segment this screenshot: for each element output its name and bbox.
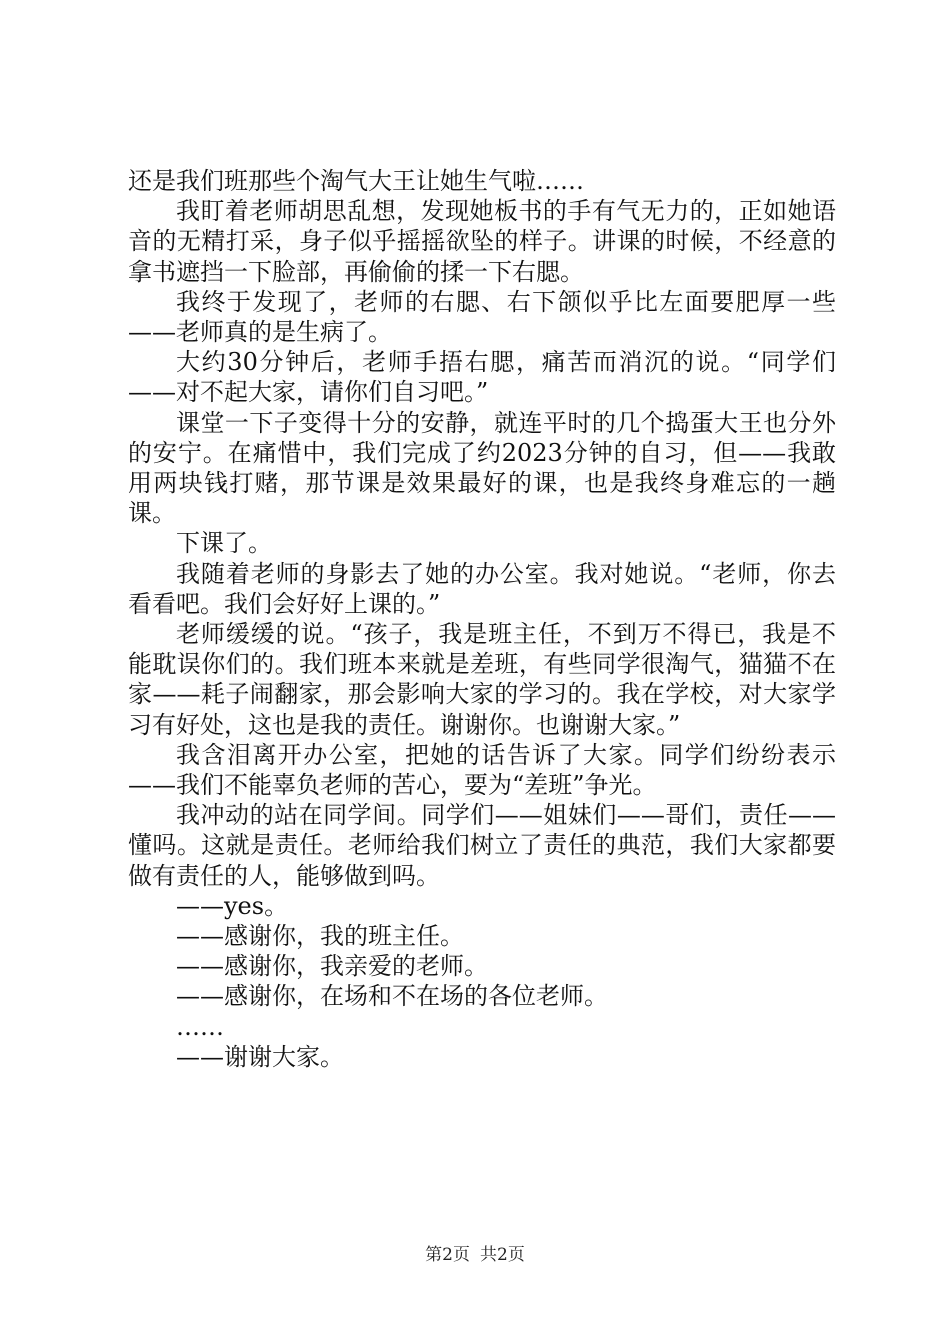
dialogue-line: ——谢谢大家。 xyxy=(176,1042,344,1071)
paragraph: 我冲动的站在同学间。同学们——姐妹们——哥们，责任——懂吗。这就是责任。老师给我们树立了责任的典范，我们大家都要做有责任的人，能够做到吗。 xyxy=(128,801,836,890)
document-body xyxy=(128,166,836,1072)
ellipsis-line: …… xyxy=(176,1012,224,1041)
paragraph: 下课了。 xyxy=(176,529,272,558)
paragraph: 大约30分钟后，老师手捂右腮，痛苦而消沉的说。“同学们——对不起大家，请你们自习吧。” xyxy=(128,348,836,407)
paragraph: 还是我们班那些个淘气大王让她生气啦…… xyxy=(128,167,584,195)
page-total: 共2页 xyxy=(480,1245,525,1265)
page-number: 第2页 xyxy=(425,1245,470,1265)
dialogue-line: ——yes。 xyxy=(176,891,289,920)
paragraph: 我盯着老师胡思乱想，发现她板书的手有气无力的，正如她语音的无精打采，身子似乎摇摇欲坠的样子。讲课的时候，不经意的拿书遮挡一下脸部，再偷偷的揉一下右腮。 xyxy=(128,197,836,286)
dialogue-line: ——感谢你，在场和不在场的各位老师。 xyxy=(176,982,608,1011)
paragraph: 我终于发现了，老师的右腮、右下颌似乎比左面要肥厚一些——老师真的是生病了。 xyxy=(128,287,836,347)
paragraph: 我随着老师的身影去了她的办公室。我对她说。“老师，你去看看吧。我们会好好上课的。” xyxy=(128,559,836,618)
paragraph: 课堂一下子变得十分的安静，就连平时的几个捣蛋大王也分外的安宁。在痛惜中，我们完成了约2023分钟的自习，但——我敢用两块钱打赌，那节课是效果最好的课，也是我终身难忘的一趟课。 xyxy=(128,408,836,528)
dialogue-line: ——感谢你，我的班主任。 xyxy=(176,922,464,951)
page-footer xyxy=(0,1244,950,1266)
paragraph: 我含泪离开办公室，把她的话告诉了大家。同学们纷纷表示——我们不能辜负老师的苦心，要为“差班”争光。 xyxy=(128,740,836,800)
paragraph: 老师缓缓的说。“孩子，我是班主任，不到万不得已，我是不能耽误你们的。我们班本来就是差班，有些同学很淘气，猫猫不在家——耗子闹翻家，那会影响大家的学习的。我在学校，对大家学习有好处，这也是我的责任。谢谢你。也谢谢大家。” xyxy=(128,620,836,739)
dialogue-line: ——感谢你，我亲爱的老师。 xyxy=(176,952,488,981)
